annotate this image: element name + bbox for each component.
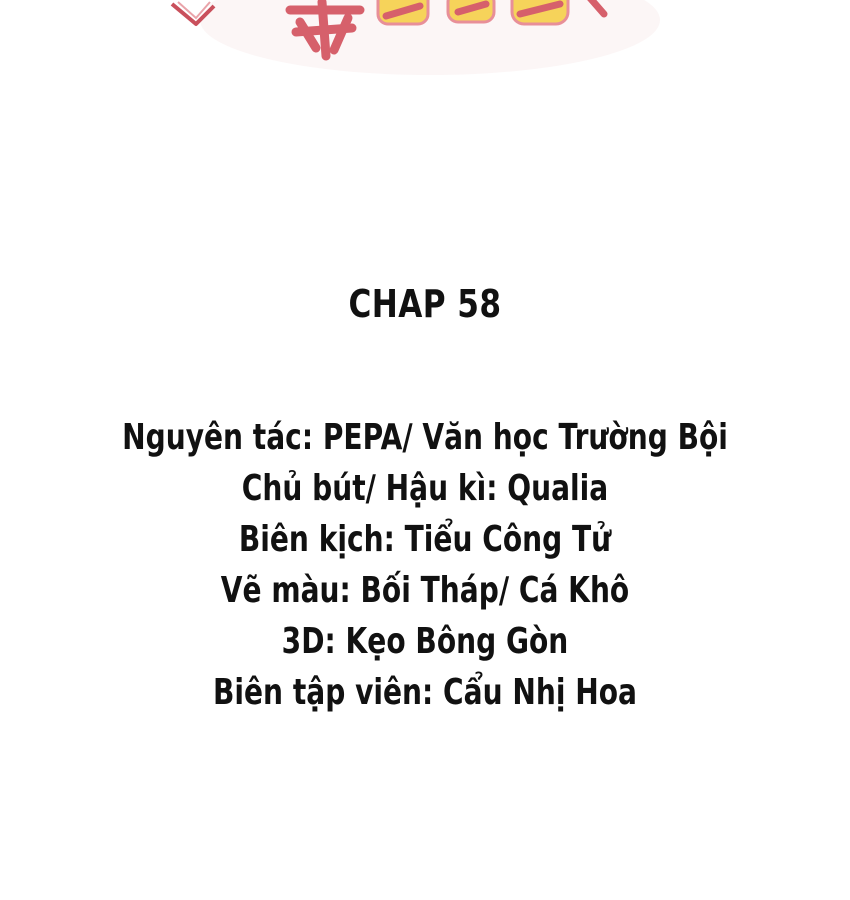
chapter-title: CHAP 58 <box>348 282 502 326</box>
logo-fragment <box>0 0 850 110</box>
credit-lead-artist: Chủ bút/ Hậu kì: Qualia <box>241 468 609 509</box>
credit-scriptwriter: Biên kịch: Tiểu Công Tử <box>238 519 612 560</box>
calligraphy-logo-icon <box>0 0 850 110</box>
credit-original-author: Nguyên tác: PEPA/ Văn học Trường Bội <box>122 417 728 458</box>
credit-colorist: Vẽ màu: Bối Tháp/ Cá Khô <box>220 570 630 611</box>
credit-3d-artist: 3D: Kẹo Bông Gòn <box>281 621 569 662</box>
credit-editor: Biên tập viên: Cẩu Nhị Hoa <box>212 672 638 713</box>
credits-block <box>0 270 850 718</box>
spacer <box>0 338 850 412</box>
